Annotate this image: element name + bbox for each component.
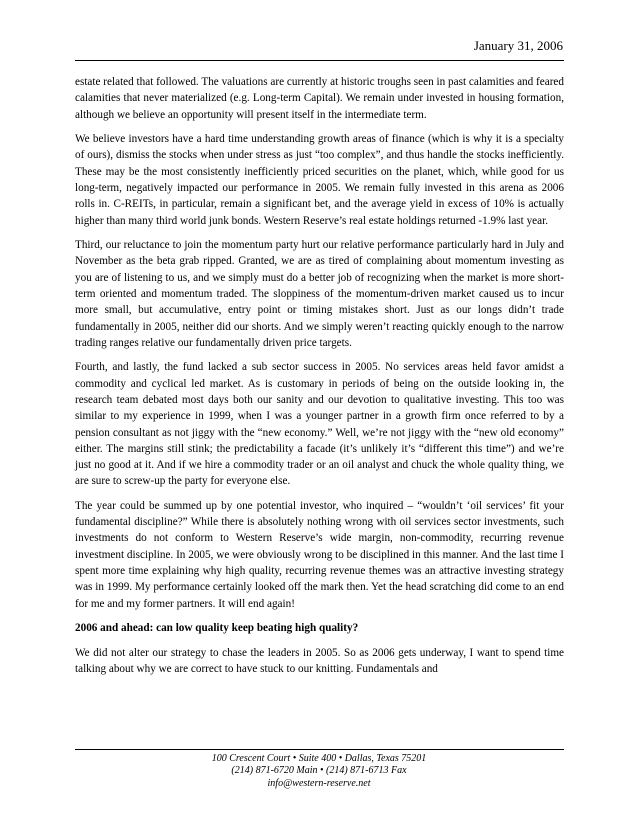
footer-phone: (214) 871-6720 Main • (214) 871-6713 Fax (231, 765, 407, 777)
paragraph-2: We believe investors have a hard time understanding growth areas of finance (which is why it is a specialty of ours), dismiss the stocks when under stress as just “too complex”, and thus handle the stocks inefficiently. These may be the most consistently inefficiently priced securities on the planet, which, while good for us long-term, negatively impacted our performance in 2005. We remain fully invested in this arena as 2006 rolls in. C-REITs, in particular, remain a significant bet, and the average yield in excess of 10% is actually higher than many third world junk bonds. Western Reserve’s real estate holdings returned -1.9% last year. (75, 133, 564, 227)
footer (0, 753, 638, 790)
paragraph-1: estate related that followed. The valuations are currently at historic troughs seen in past calamities and feared calamities that never materialized (e.g. Long-term Capital). We remain under invested in housing formation, although we believe an opportunity will present itself in the intermediate term. (75, 76, 564, 121)
footer-email: info@western-reserve.net (267, 777, 371, 789)
paragraph-4: Fourth, and lastly, the fund lacked a sub sector success in 2005. No services areas held favor amidst a commodity and cyclical led market. As is customary in periods of being on the outside looking in, the research team debated most days both our sanity and our devotion to qualitative investing. This too was similar to my experience in 1999, when I was a younger partner in a growth firm once referred to by a pension consultant as not jiggy with the “new economy.” Well, we’re not jiggy with the “new old economy” either. The margins still stink; the predictability a facade (it’s unlikely it’s “different this time”) and we’re just no good at it. And if we hire a commodity trader or an oil analyst and chuck the whole quality thing, we are sure to screw-up the party for everyone else. (75, 361, 564, 488)
paragraph-5: The year could be summed up by one potential investor, who inquired – “wouldn’t ‘oil services’ fit your fundamental discipline?” While there is absolutely nothing wrong with oil services sector investments, such investments do not conform to Western Reserve’s wide margin, non-commodity, recurring revenue investment discipline. In 2005, we were obviously wrong to be disciplined in this manner. And the last time I spent more time explaining why high quality, recurring revenue themes was an attractive investing strategy was in 1999. My performance certainly looked off the mark then. Yet the head scratching did come to an end for me and my former partners. It will end again! (75, 499, 564, 610)
paragraph-3: Third, our reluctance to join the momentum party hurt our relative performance particularly hard in July and November as the beta grab ripped. Granted, we are as tired of complaining about momentum investing as you are of listening to us, and we simply must do a better job of recognizing when the market is more short-term oriented and momentum traded. The sloppiness of the momentum-driven market caused us to incur more small, but accumulative, entry point or timing mistakes short. Just as our longs didn’t trade fundamentally in 2005, neither did our shorts. And we simply weren’t reacting quickly enough to the narrow trading ranges relative our fundamentally driven price targets. (75, 239, 564, 349)
footer-divider (75, 749, 564, 750)
paragraph-6: We did not alter our strategy to chase the leaders in 2005. So as 2006 gets underway, I want to spend time talking about why we are correct to have stuck to our knitting. Fundamentals and (75, 646, 564, 675)
header-divider (75, 60, 564, 61)
letter-body (75, 74, 564, 685)
section-heading: 2006 and ahead: can low quality keep beating high quality? (75, 622, 359, 635)
page-date: January 31, 2006 (473, 38, 563, 53)
footer-address: 100 Crescent Court • Suite 400 • Dallas, Texas 75201 (211, 753, 427, 764)
